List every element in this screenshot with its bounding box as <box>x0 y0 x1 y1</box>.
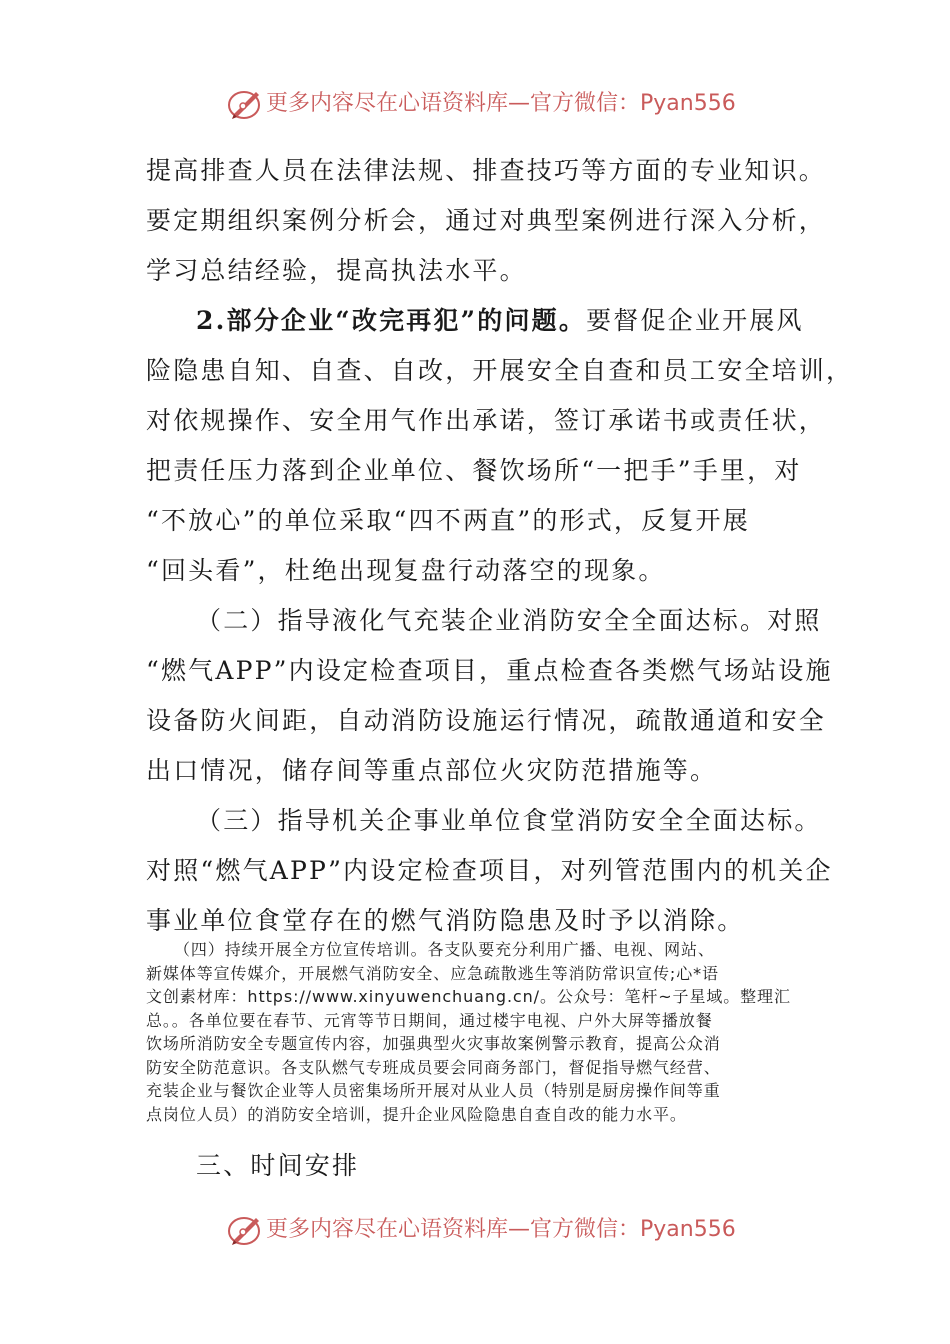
text-line: 提高排查人员在法律法规、排查技巧等方面的专业知识。 <box>146 156 827 185</box>
small-text-line: 新媒体等宣传媒介，开展燃气消防安全、应急疏散逃生等消防常识宣传;心*语 <box>146 963 719 983</box>
banner-wechat-id: Pyan556 <box>640 91 736 116</box>
text-line: （三）指导机关企事业单位食堂消防安全全面达标。 <box>196 806 822 835</box>
text-line: 学习总结经验，提高执法水平。 <box>146 256 527 285</box>
document-body <box>146 146 854 946</box>
text-line: “燃气APP”内设定检查项目，重点检查各类燃气场站设施 <box>146 656 833 685</box>
small-paragraph <box>146 938 806 1126</box>
small-text-line: 点岗位人员）的消防安全培训，提升企业风险隐患自查自改的能力水平。 <box>146 1104 687 1124</box>
text-line: 对照“燃气APP”内设定检查项目，对列管范围内的机关企 <box>146 856 833 885</box>
pen-circle-logo-icon <box>226 86 264 122</box>
paragraph-heading-line <box>146 296 806 346</box>
banner-text: 更多内容尽在心语资料库—官方微信： <box>266 1217 641 1242</box>
text-line: 险隐患自知、自查、自改，开展安全自查和员工安全培训， <box>146 356 854 385</box>
small-text-line: （四）持续开展全方位宣传培训。各支队要充分利用广播、电视、网站、 <box>174 940 715 959</box>
text-line: 设备防火间距，自动消防设施运行情况，疏散通道和安全 <box>146 706 827 735</box>
footer-banner <box>0 1210 950 1250</box>
header-banner <box>0 84 950 124</box>
paragraph-heading: 2.部分企业“改完再犯”的问题。 <box>196 306 587 335</box>
small-text-line: 总。。各单位要在春节、元宵等节日期间，通过楼宇电视、户外大屏等播放餐 <box>146 1010 713 1030</box>
small-text-line: 防安全防范意识。各支队燃气专班成员要会同商务部门，督促指导燃气经营、 <box>146 1057 721 1077</box>
text-line: 对依规操作、安全用气作出承诺，签订承诺书或责任状， <box>146 406 827 435</box>
text-line: 要定期组织案例分析会，通过对典型案例进行深入分析， <box>146 206 827 235</box>
text-line: “不放心”的单位采取“四不两直”的形式，反复开展 <box>146 506 750 535</box>
text-line: （二）指导液化气充装企业消防安全全面达标。对照 <box>196 606 822 635</box>
small-text-line: 充装企业与餐饮企业等人员密集场所开展对从业人员（特别是厨房操作间等重 <box>146 1081 721 1100</box>
small-text-line: 文创素材库：https://www.xinyuwenchuang.cn/。公众号：笔杆~子星域。整理汇 <box>146 987 791 1006</box>
text-fragment: 要督促企业开展风 <box>586 306 804 335</box>
text-line: “回头看”，杜绝出现复盘行动落空的现象。 <box>146 556 666 585</box>
text-line: 把责任压力落到企业单位、餐饮场所“一把手”手里，对 <box>146 456 802 485</box>
text-line: 事业单位食堂存在的燃气消防隐患及时予以消除。 <box>146 906 745 935</box>
small-text-line: 饮场所消防安全专题宣传内容，加强典型火灾事故案例警示教育，提高公众消 <box>146 1034 721 1053</box>
text-line: 出口情况，储存间等重点部位火灾防范措施等。 <box>146 756 718 785</box>
section-heading: 三、时间安排 <box>196 1151 360 1180</box>
banner-text: 更多内容尽在心语资料库—官方微信： <box>266 91 641 116</box>
banner-wechat-id: Pyan556 <box>640 1217 736 1242</box>
pen-circle-logo-icon <box>226 1212 264 1248</box>
